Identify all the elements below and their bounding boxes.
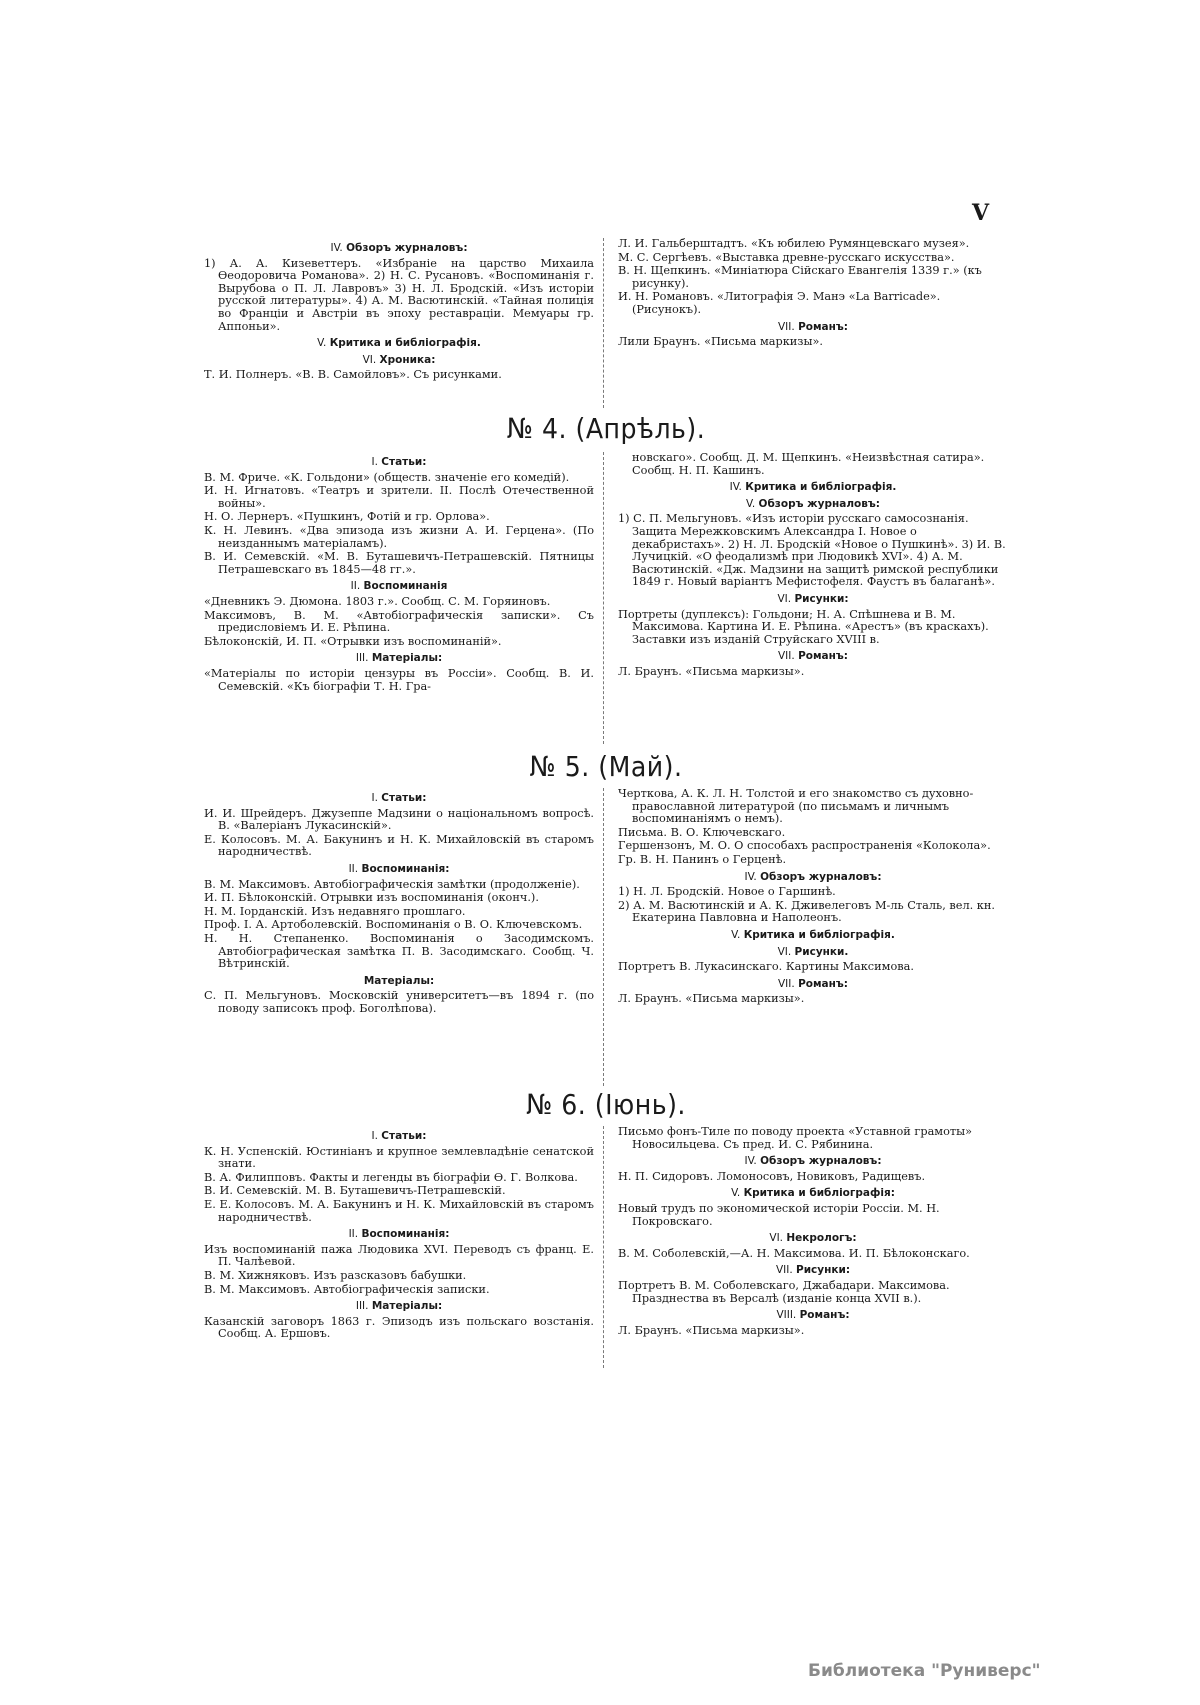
section-number: IV. — [729, 481, 742, 494]
issue-6-right-column — [618, 1126, 1008, 1342]
contents-entry: Портретъ В. Лукасинскаго. Картины Максимова. — [618, 960, 914, 974]
issue-6-columns — [204, 1126, 1008, 1342]
contents-entry: Н. Н. Степаненко. Воспоминанія о Засодимскомъ. Автобіографическая замѣтка П. В. Засодимскаго. Сообщ. Ч. Вѣтринскій. — [204, 931, 594, 971]
section-title: Рисунки. — [794, 945, 849, 958]
contents-entry: Л. Браунъ. «Письма маркизы». — [618, 664, 805, 678]
contents-entry: Л. И. Гальберштадтъ. «Къ юбилею Румянцевскаго музея». — [618, 237, 970, 250]
section-number: VI. — [362, 353, 377, 366]
contents-entry: 1) А. А. Кизеветтеръ. «Избраніе на царство Михаила Өеодоровича Романова». 2) Н. С. Русановъ. «Воспоминанія г. Вырубова о П. Л. Лавровъ» 3) Н. Л. Бродскій. «Изъ исторіи русской литературы». 4) А. М. Васютинскій. «Тайная полиція во Франціи и Австріи въ эпоху реставраціи. Мемуары гр. Аппоньи». — [204, 256, 594, 333]
section-number: V. — [731, 928, 741, 941]
contents-entry: В. М. Максимовъ. Автобіографическія замѣтки (продолженіе). — [204, 877, 580, 891]
section-title: Статьи: — [381, 1130, 427, 1142]
section-number: IV. — [744, 870, 757, 883]
section-title: Статьи: — [381, 792, 427, 804]
section-number: II. — [348, 862, 359, 875]
section-title: Рисунки: — [794, 592, 849, 605]
section-title: Романъ: — [798, 977, 848, 990]
section-title: Матеріалы: — [363, 974, 435, 987]
section-heading — [204, 354, 594, 367]
section-heading — [618, 978, 1008, 991]
section-number: VII. — [778, 320, 795, 333]
contents-entry: 2) А. М. Васютинскій и А. К. Дживелеговъ М-ль Сталь, вел. кн. Екатерина Павловна и Наполеонъ. — [618, 898, 995, 925]
column-divider — [603, 452, 604, 744]
contents-entry: Н. О. Лернеръ. «Пушкинъ, Фотій и гр. Орлова». — [204, 510, 490, 524]
section-heading — [618, 1309, 1008, 1322]
section-title: Воспоминанія: — [361, 862, 450, 875]
contents-entry: «Дневникъ Э. Дюмона. 1803 г.». Сообщ. С. М. Горяиновъ. — [204, 594, 551, 608]
section-number: II. — [350, 580, 361, 593]
contents-entry: И. И. Шрейдеръ. Джузеппе Мадзини о національномъ вопросѣ. В. «Валеріанъ Лукасинскій». — [204, 806, 594, 833]
section-number: III. — [355, 652, 369, 665]
contents-entry: Т. И. Полнеръ. «В. В. Самойловъ». Съ рисунками. — [204, 368, 502, 382]
contents-entry: Изъ воспоминаній пажа Людовика XVI. Переводъ съ франц. Е. П. Чалѣевой. — [204, 1242, 594, 1269]
contents-entry: Письма. В. О. Ключевскаго. — [618, 825, 786, 839]
section-number: V. — [746, 497, 756, 510]
section-heading — [204, 792, 594, 805]
issue-6-left-column — [204, 1126, 594, 1342]
contents-entry: Портреты (дуплексъ): Гольдони; Н. А. Спѣшнева и В. М. Максимова. Картина И. Е. Рѣпина. «Арестъ» (въ краскахъ). Заставки изъ изданій Струйскаго XVIII в. — [618, 607, 989, 646]
column-divider — [603, 1126, 604, 1368]
section-title: Критика и библіографія. — [329, 337, 481, 350]
section-number: II. — [348, 1228, 359, 1241]
section-number: VII. — [775, 1264, 793, 1277]
section-heading — [618, 1187, 1008, 1200]
section-title: Матеріалы: — [371, 1300, 443, 1313]
contents-entry: «Матеріалы по исторіи цензуры въ Россіи». Сообщ. В. И. Семевскій. «Къ біографіи Т. Н. Гра- — [204, 666, 594, 693]
issue-5-columns — [204, 788, 1008, 1017]
contents-entry: И. П. Бѣлоконскій. Отрывки изъ воспоминанія (оконч.). — [204, 891, 539, 905]
issue-5-left-column — [204, 788, 594, 1017]
contents-entry: Казанскій заговоръ 1863 г. Эпизодъ изъ польскаго возстанія. Сообщ. А. Ершовъ. — [204, 1314, 594, 1341]
section-heading — [618, 1264, 1008, 1277]
section-title: Обзоръ журналовъ: — [760, 1155, 882, 1168]
issue-5-right-column — [618, 788, 1008, 1017]
section-number: III. — [355, 1300, 369, 1313]
contents-entry: В. А. Филипповъ. Факты и легенды въ біографіи Ө. Г. Волкова. — [204, 1170, 578, 1184]
section-heading — [618, 871, 1008, 884]
section-heading — [618, 650, 1008, 663]
section-heading — [618, 498, 1008, 511]
contents-entry: В. Н. Щепкинъ. «Миніатюра Сійскаго Евангелія 1339 г.» (къ рисунку). — [618, 264, 982, 290]
section-heading — [204, 863, 594, 876]
section-title: Критика и библіографія. — [743, 928, 895, 941]
section-number: I. — [371, 1130, 378, 1142]
section-heading — [204, 652, 594, 665]
section-heading — [618, 946, 1008, 959]
issue-5-title: № 5. (Май). — [529, 750, 683, 783]
contents-entry: 1) Н. Л. Бродскій. Новое о Гаршинѣ. — [618, 885, 836, 899]
issue-4-right-column — [618, 452, 1008, 694]
issue-6-title: № 6. (Іюнь). — [526, 1088, 686, 1121]
section-heading — [204, 1228, 594, 1241]
section-number: VIII. — [776, 1309, 797, 1322]
section-number: VI. — [769, 1232, 784, 1245]
contents-entry: Проф. I. А. Артоболевскій. Воспоминанія о В. О. Ключевскомъ. — [204, 918, 583, 932]
section-title: Матеріалы: — [371, 652, 443, 665]
section-heading — [204, 975, 594, 988]
section-number: VI. — [777, 592, 792, 605]
contents-entry: Н. П. Сидоровъ. Ломоносовъ, Новиковъ, Радищевъ. — [618, 1169, 926, 1183]
contents-entry: И. Н. Игнатовъ. «Театръ и зрители. II. Послѣ Отечественной войны». — [204, 484, 594, 510]
section-title: Хроника: — [379, 353, 436, 366]
contents-entry: В. М. Хижняковъ. Изъ разсказовъ бабушки. — [204, 1268, 467, 1282]
section-heading — [204, 456, 594, 469]
column-divider — [603, 238, 604, 408]
section-title: Рисунки: — [796, 1264, 851, 1277]
section-title: Обзоръ журналовъ: — [346, 242, 468, 254]
block-1-columns — [204, 238, 1008, 383]
section-heading — [618, 321, 1008, 334]
section-number: V. — [317, 337, 327, 350]
contents-entry: Новый трудъ по экономической исторіи Россіи. М. Н. Покровскаго. — [618, 1201, 940, 1228]
contents-entry: С. П. Мельгуновъ. Московскій университетъ—въ 1894 г. (по поводу записокъ проф. Боголѣпова). — [204, 989, 594, 1015]
section-title: Романъ: — [799, 1309, 850, 1322]
library-watermark: Библиотека "Руниверс" — [808, 1661, 1041, 1681]
issue-4-columns — [204, 452, 1008, 694]
section-title: Статьи: — [381, 456, 427, 468]
section-title: Обзоръ журналовъ: — [758, 497, 880, 510]
section-number: IV. — [330, 242, 343, 254]
section-number: I. — [371, 456, 378, 468]
issue-4-left-column — [204, 452, 594, 694]
section-heading — [204, 580, 594, 593]
contents-entry: Е. Колосовъ. М. А. Бакунинъ и Н. К. Михайловскій въ старомъ народничествѣ. — [204, 832, 594, 859]
section-title: Критика и библіографія. — [745, 481, 897, 494]
contents-entry: Письмо фонъ-Тиле по поводу проекта «Уставной грамоты» Новосильцева. Съ пред. И. С. Рябинина. — [618, 1125, 973, 1151]
block-1-right-column — [618, 238, 1008, 383]
contents-entry: Н. М. Іорданскій. Изъ недавняго прошлаго. — [204, 904, 466, 918]
contents-entry: В. М. Фриче. «К. Гольдони» (обществ. значеніе его комедій). — [204, 470, 570, 484]
contents-entry: Максимовъ, В. М. «Автобіографическія записки». Съ предисловіемъ И. Е. Рѣпина. — [204, 608, 594, 635]
section-number: I. — [371, 792, 378, 804]
section-heading — [204, 242, 594, 255]
contents-entry: 1) С. П. Мельгуновъ. «Изъ исторіи русскаго самосознанія. Защита Мережковскимъ Александра I. Новое о декабристахъ». 2) Н. Л. Бродскій «Новое о Пушкинѣ». 3) И. В. Лучицкій. «О феодализмѣ при Людовикѣ XVI». 4) А. М. Васютинскій. «Дж. Мадзини на защитѣ римской республики 1849 г. Новый варіантъ Мефистофеля. Фаустъ въ балаганѣ». — [618, 512, 1006, 589]
contents-entry: Л. Браунъ. «Письма маркизы». — [618, 1323, 805, 1337]
section-heading — [618, 593, 1008, 606]
contents-entry: И. Н. Романовъ. «Литографія Э. Манэ «La Barricade». (Рисунокъ). — [618, 290, 941, 316]
block-1-left-column — [204, 238, 594, 383]
section-number: VII. — [778, 977, 795, 990]
contents-entry: Портретъ В. М. Соболевскаго, Джабадари. Максимова. Празднества въ Версалѣ (изданіе конца XVII в.). — [618, 1278, 950, 1305]
contents-entry: В. М. Соболевскій,—А. Н. Максимова. И. П. Бѣлоконскаго. — [618, 1246, 970, 1260]
section-title: Критика и библіографія: — [743, 1187, 895, 1200]
contents-entry: В. М. Максимовъ. Автобіографическія записки. — [204, 1282, 490, 1296]
contents-entry: К. Н. Успенскій. Юстиніанъ и крупное землевладѣніе сенатской знати. — [204, 1144, 594, 1171]
contents-entry: Л. Браунъ. «Письма маркизы». — [618, 992, 805, 1006]
section-title: Некрологъ: — [786, 1232, 857, 1245]
section-title: Обзоръ журналовъ: — [760, 870, 882, 883]
column-divider — [603, 788, 604, 1086]
section-heading — [204, 337, 594, 350]
issue-4-title: № 4. (Апрѣль). — [506, 412, 706, 445]
section-heading — [618, 929, 1008, 942]
section-heading — [618, 481, 1008, 494]
section-title: Воспоминанія: — [361, 1228, 450, 1241]
section-number: V. — [731, 1187, 741, 1200]
contents-entry: Гр. В. Н. Панинъ о Герценѣ. — [618, 852, 787, 866]
contents-entry: Гершензонъ, М. О. О способахъ распространенія «Колокола». — [618, 839, 991, 853]
section-heading — [204, 1300, 594, 1313]
contents-entry: Бѣлоконскій, И. П. «Отрывки изъ воспоминаній». — [204, 634, 502, 648]
contents-entry: Лили Браунъ. «Письма маркизы». — [618, 335, 823, 349]
section-heading — [204, 1130, 594, 1143]
contents-entry: новскаго». Сообщ. Д. М. Щепкинъ. «Неизвѣстная сатира». Сообщ. Н. П. Кашинъ. — [632, 451, 985, 477]
page-number: V — [972, 200, 990, 226]
section-heading — [618, 1232, 1008, 1245]
contents-entry: М. С. Сергѣевъ. «Выставка древне-русскаго искусства». — [618, 250, 955, 264]
section-number: IV. — [744, 1155, 757, 1168]
section-title: Воспоминанія — [363, 580, 448, 593]
contents-entry: Е. Е. Колосовъ. М. А. Бакунинъ и Н. К. Михайловскій въ старомъ народничествѣ. — [204, 1197, 594, 1224]
contents-entry: В. И. Семевскій. М. В. Буташевичъ-Петрашевскій. — [204, 1184, 506, 1198]
contents-entry: В. И. Семевскій. «М. В. Буташевичъ-Петрашевскій. Пятницы Петрашевскаго въ 1845—48 гг.». — [204, 550, 594, 576]
section-title: Романъ: — [798, 650, 848, 663]
section-title: Романъ: — [798, 320, 848, 333]
section-number: VII. — [778, 650, 795, 663]
section-number: VI. — [777, 945, 792, 958]
contents-entry: К. Н. Левинъ. «Два эпизода изъ жизни А. И. Герцена». (По неизданнымъ матеріаламъ). — [204, 523, 594, 550]
contents-entry: Черткова, А. К. Л. Н. Толстой и его знакомство съ духовно-православной литературой (по письмамъ и личнымъ воспоминаніямъ о немъ). — [618, 787, 974, 826]
section-heading — [618, 1155, 1008, 1168]
